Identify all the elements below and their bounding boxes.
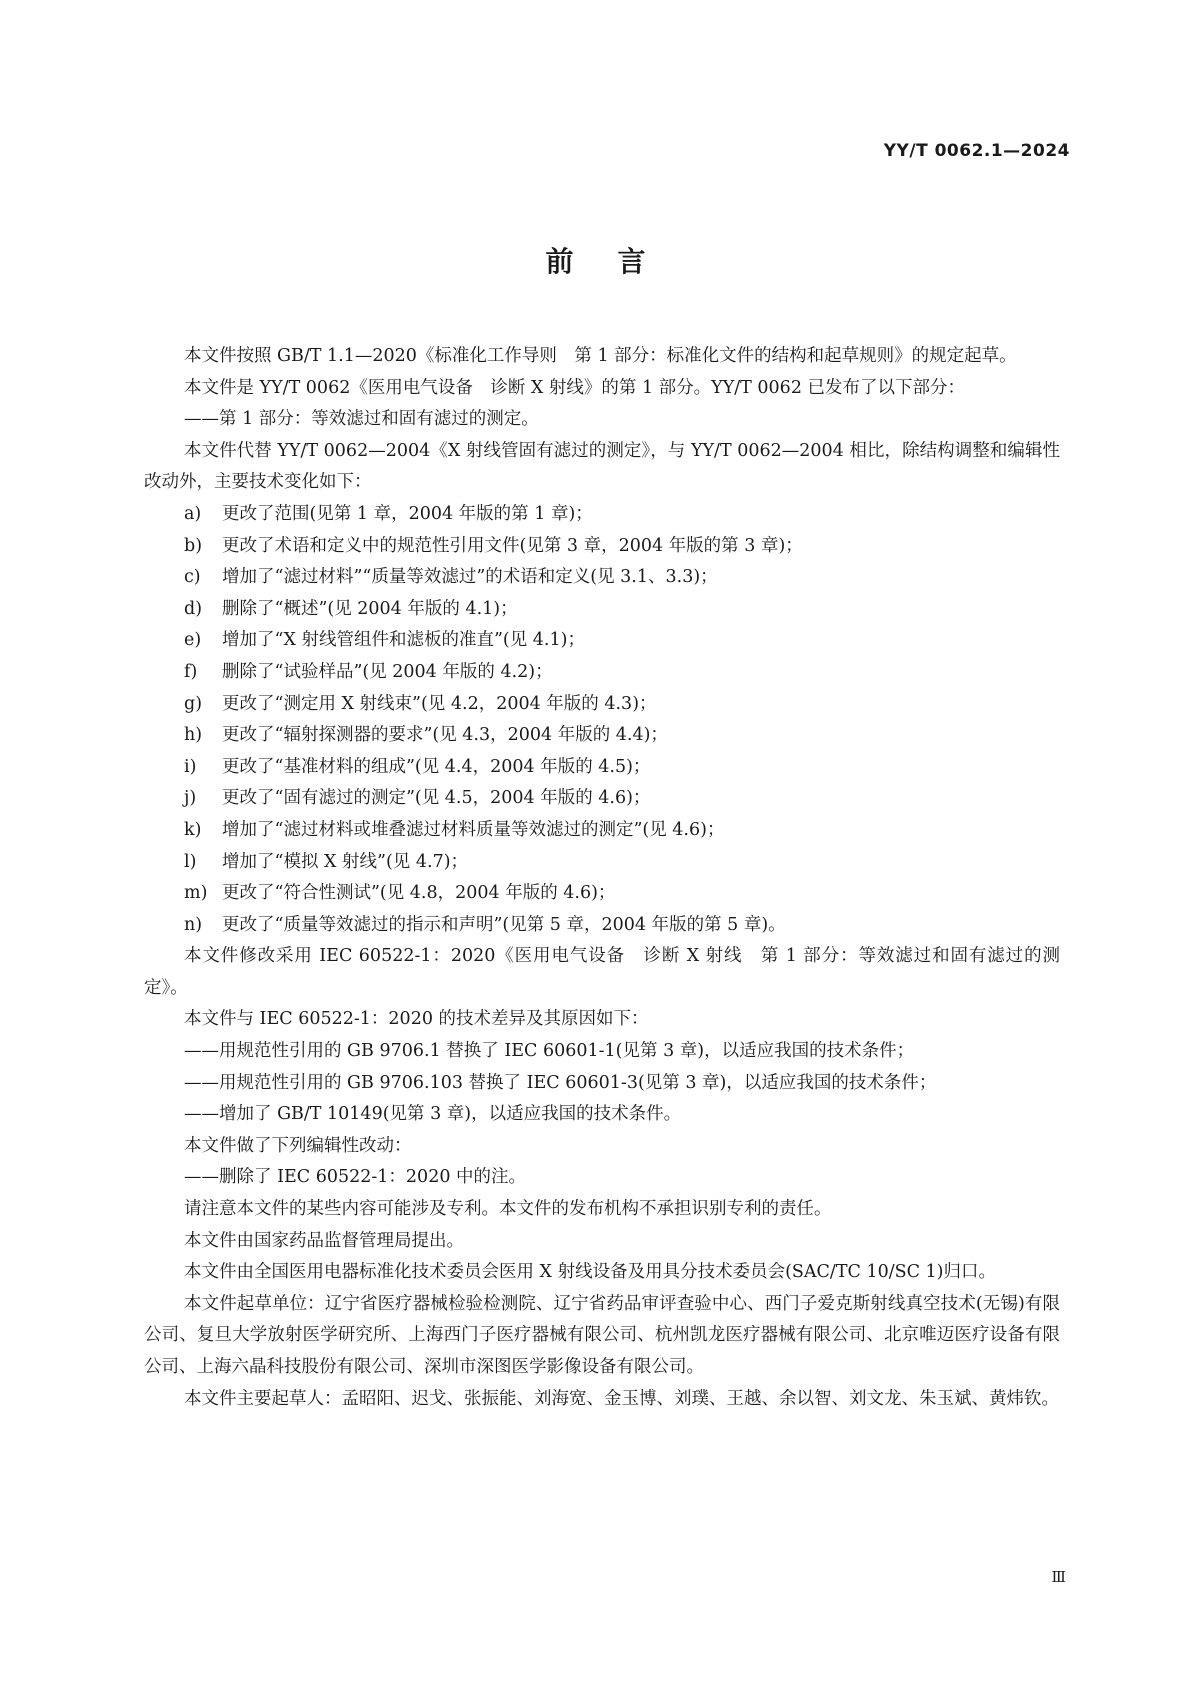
list-marker: n) [184,914,203,935]
list-item-text: 更改了范围(见第 1 章，2004 年版的第 1 章)； [222,503,593,524]
list-marker: e) [184,630,202,651]
list-marker: g) [184,693,203,714]
list-item [144,499,1060,531]
list-item-text: 增加了“滤过材料或堆叠滤过材料质量等效滤过的测定”(见 4.6)； [222,819,725,840]
paragraph-proposer: 本文件由国家药品监督管理局提出。 [184,1230,464,1251]
list-item-text: 删除了“试验样品”(见 2004 年版的 4.2)； [222,661,553,682]
list-item [144,594,1060,626]
list-item-difference: ——用规范性引用的 GB 9706.103 替换了 IEC 60601-3(见第 3 章)，以适应我国的技术条件； [184,1072,937,1093]
paragraph-technical-committee: 本文件由全国医用电器标准化技术委员会医用 X 射线设备及用具分技术委员会(SAC/TC 10/SC 1)归口。 [184,1262,997,1283]
list-marker: i) [184,756,197,777]
paragraph-drafting-units: 本文件起草单位：辽宁省医疗器械检验检测院、辽宁省药品审评查验中心、西门子爱克斯射线真空技术(无锡)有限公司、复旦大学放射医学研究所、上海西门子医疗器械有限公司、杭州凯龙医疗器械有限公司、北京唯迈医疗设备有限公司、上海六晶科技股份有限公司、深圳市深图医学影像设备有限公司。 [144,1293,1060,1377]
list-item-text: 更改了“固有滤过的测定”(见 4.5，2004 年版的 4.6)； [222,788,651,809]
list-item [144,562,1060,594]
list-item-text: 更改了“符合性测试”(见 4.8，2004 年版的 4.6)； [222,883,616,904]
list-marker: h) [184,725,203,746]
list-item-text: 增加了“滤过材料”“质量等效滤过”的术语和定义(见 3.1、3.3)； [222,567,718,588]
list-marker: b) [184,535,203,556]
list-marker: k) [184,819,202,840]
page-title: 前言 [545,245,690,278]
paragraph-iec-adoption: 本文件修改采用 IEC 60522-1：2020《医用电气设备 诊断 X 射线 第 1 部分：等效滤过和固有滤过的测定》。 [144,946,1060,998]
list-item-difference: ——增加了 GB/T 10149(见第 3 章)，以适应我国的技术条件。 [184,1104,682,1125]
list-item-part: ——第 1 部分：等效滤过和固有滤过的测定。 [184,409,539,430]
list-item-text: 增加了“X 射线管组件和滤板的准直”(见 4.1)； [222,630,585,651]
foreword-body [144,341,1060,1415]
list-marker: d) [184,598,203,619]
list-item-text: 更改了“测定用 X 射线束”(见 4.2，2004 年版的 4.3)； [222,693,657,714]
paragraph-patent-notice: 请注意本文件的某些内容可能涉及专利。本文件的发布机构不承担识别专利的责任。 [184,1199,832,1220]
list-item [144,783,1060,815]
paragraph-drafters: 本文件主要起草人：孟昭阳、迟戈、张振能、刘海宽、金玉博、刘璞、王越、余以智、刘文龙、朱玉斌、黄炜钦。 [184,1388,1059,1409]
paragraph-technical-differences: 本文件与 IEC 60522-1：2020 的技术差异及其原因如下： [184,1009,649,1030]
list-item [144,689,1060,721]
list-marker: m) [184,883,208,904]
paragraph-replacement: 本文件代替 YY/T 0062—2004《X 射线管固有滤过的测定》，与 YY/T 0062—2004 相比，除结构调整和编辑性改动外，主要技术变化如下： [144,440,1060,493]
list-item [144,815,1060,847]
list-item-text: 增加了“模拟 X 射线”(见 4.7)； [222,851,469,872]
list-marker: l) [184,851,197,872]
page-number: Ⅲ [1051,1568,1066,1586]
list-item [144,752,1060,784]
list-marker: a) [184,503,202,524]
list-item-text: 删除了“概述”(见 2004 年版的 4.1)； [222,598,518,619]
list-item-text: 更改了“质量等效滤过的指示和声明”(见第 5 章，2004 年版的第 5 章)。 [222,914,786,935]
list-item [144,531,1060,563]
changes-list [144,499,1060,941]
list-item [144,657,1060,689]
paragraph-editorial-changes: 本文件做了下列编辑性改动： [184,1135,412,1156]
list-marker: f) [184,661,198,682]
list-item [144,720,1060,752]
list-item-text: 更改了术语和定义中的规范性引用文件(见第 3 章，2004 年版的第 3 章)； [222,535,803,556]
list-item-text: 更改了“基准材料的组成”(见 4.4，2004 年版的 4.5)； [222,756,651,777]
paragraph-drafting-rules: 本文件按照 GB/T 1.1—2020《标准化工作导则 第 1 部分：标准化文件的结构和起草规则》的规定起草。 [184,346,1017,366]
list-item-text: 更改了“辐射探测器的要求”(见 4.3，2004 年版的 4.4)； [222,725,668,746]
list-item [144,910,1060,942]
list-item [144,847,1060,879]
list-marker: c) [184,567,201,588]
list-item-difference: ——用规范性引用的 GB 9706.1 替换了 IEC 60601-1(见第 3 章)，以适应我国的技术条件； [184,1041,915,1062]
standard-number: YY/T 0062.1—2024 [883,141,1070,161]
list-item [144,625,1060,657]
list-item-editorial: ——删除了 IEC 60522-1：2020 中的注。 [184,1167,527,1188]
paragraph-series-part: 本文件是 YY/T 0062《医用电气设备 诊断 X 射线》的第 1 部分。YY/T 0062 已发布了以下部分： [184,377,966,398]
list-marker: j) [184,788,197,809]
list-item [144,878,1060,910]
